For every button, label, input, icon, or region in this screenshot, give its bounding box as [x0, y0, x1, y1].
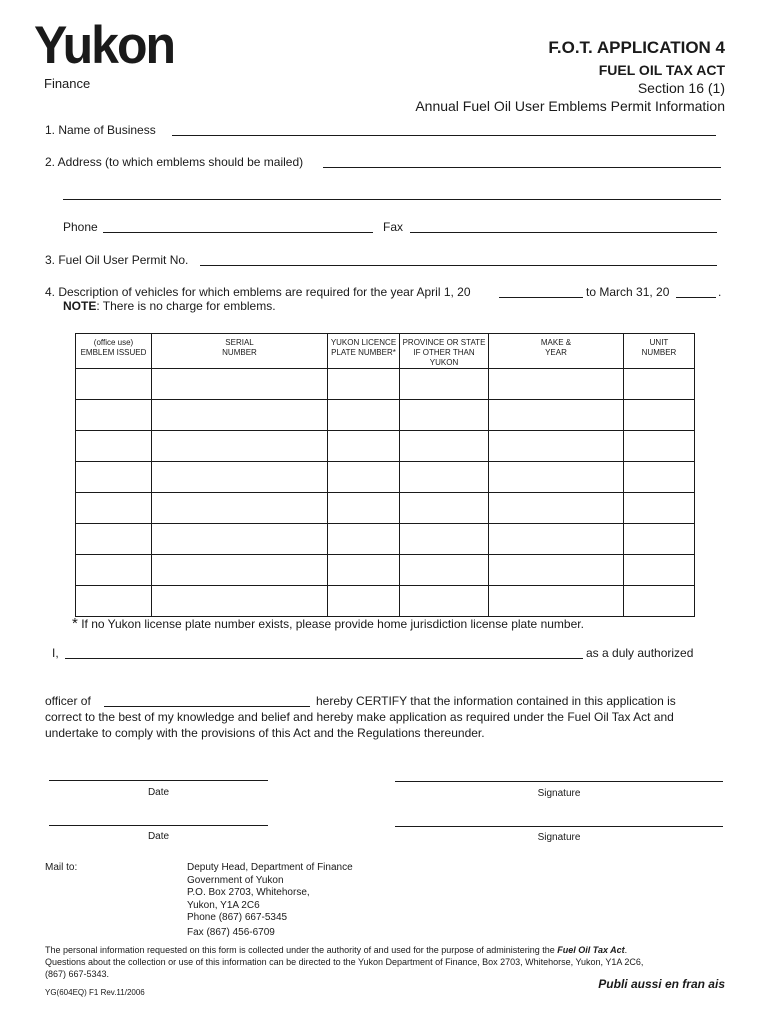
- table-cell[interactable]: [152, 493, 328, 524]
- table-cell[interactable]: [152, 369, 328, 400]
- table-row: [76, 431, 695, 462]
- date-field-1[interactable]: [49, 780, 268, 781]
- signature-field-1[interactable]: [395, 781, 723, 782]
- phone-label: Phone: [63, 220, 98, 234]
- table-row: [76, 524, 695, 555]
- french-availability: Publi aussi en fran ais: [598, 977, 725, 991]
- table-cell[interactable]: [489, 524, 624, 555]
- applicant-name-field[interactable]: [65, 658, 583, 659]
- address-line: Phone (867) 667-5345: [187, 912, 288, 923]
- table-cell[interactable]: [624, 431, 695, 462]
- table-cell[interactable]: [400, 586, 489, 617]
- col-emblem-issued: (office use) EMBLEM ISSUED: [76, 334, 152, 369]
- section-number: Section 16 (1): [637, 80, 725, 96]
- col-province-state: PROVINCE OR STATE IF OTHER THAN YUKON: [400, 334, 489, 369]
- table-header-row: [76, 334, 695, 369]
- footnote: [72, 615, 584, 632]
- table-cell[interactable]: [400, 524, 489, 555]
- form-title: F.O.T. APPLICATION 4: [548, 38, 725, 57]
- table-cell: [76, 555, 152, 586]
- table-cell[interactable]: [328, 493, 400, 524]
- form-subtitle: Annual Fuel Oil User Emblems Permit Information: [415, 98, 725, 114]
- fax-field[interactable]: [410, 232, 717, 233]
- phone-field[interactable]: [103, 232, 373, 233]
- table-cell: [76, 369, 152, 400]
- table-cell: [76, 586, 152, 617]
- col-plate-number: YUKON LICENCE PLATE NUMBER*: [328, 334, 400, 369]
- table-cell[interactable]: [328, 369, 400, 400]
- table-row: [76, 462, 695, 493]
- form-code: YG(604EQ) F1 Rev.11/2006: [45, 988, 145, 997]
- table-cell[interactable]: [489, 369, 624, 400]
- table-cell[interactable]: [400, 400, 489, 431]
- table-row: [76, 493, 695, 524]
- table-cell[interactable]: [624, 524, 695, 555]
- note: [63, 299, 276, 313]
- table-cell[interactable]: [328, 524, 400, 555]
- asterisk: *: [72, 615, 78, 632]
- col-serial-number: SERIAL NUMBER: [152, 334, 328, 369]
- address-field-line1[interactable]: [323, 167, 721, 168]
- privacy-line2: Questions about the collection or use of this information can be directed to the Yukon Department of Finance, Box 2703, Whitehorse, Yukon, Y1A 2C6,: [45, 957, 644, 967]
- table-cell[interactable]: [152, 555, 328, 586]
- department-name: Finance: [44, 76, 91, 91]
- table-cell[interactable]: [489, 555, 624, 586]
- address-line: Deputy Head, Department of Finance: [187, 862, 353, 873]
- col-make-year: MAKE & YEAR: [489, 334, 624, 369]
- address-field-line2[interactable]: [63, 199, 721, 200]
- note-label: NOTE: [63, 299, 97, 313]
- yukon-logo: Yukon: [34, 15, 175, 75]
- table-cell[interactable]: [328, 555, 400, 586]
- mailing-address: [187, 862, 353, 939]
- table-cell[interactable]: [624, 462, 695, 493]
- table-cell[interactable]: [489, 462, 624, 493]
- table-cell[interactable]: [624, 555, 695, 586]
- act-name: Fuel Oil Tax Act: [557, 945, 625, 955]
- address-label: 2. Address (to which emblems should be mailed): [45, 155, 304, 169]
- date-label-2: Date: [147, 831, 170, 842]
- signature-label-2: Signature: [537, 832, 581, 843]
- table-cell[interactable]: [152, 431, 328, 462]
- organization-field[interactable]: [104, 706, 310, 707]
- table-cell[interactable]: [152, 462, 328, 493]
- business-name-field[interactable]: [172, 135, 716, 136]
- certify-text-line2: correct to the best of my knowledge and belief and hereby make application as required under the Fuel Oil Tax Act and: [45, 710, 674, 724]
- signature-label-1: Signature: [537, 788, 581, 799]
- table-cell: [76, 400, 152, 431]
- table-cell[interactable]: [328, 462, 400, 493]
- i-label: I,: [52, 646, 59, 660]
- certify-text-line1: hereby CERTIFY that the information contained in this application is: [316, 694, 676, 708]
- table-cell: [76, 431, 152, 462]
- mail-to-label: Mail to:: [45, 862, 78, 873]
- table-cell[interactable]: [489, 586, 624, 617]
- table-row: [76, 369, 695, 400]
- business-name-label: 1. Name of Business: [45, 123, 156, 137]
- date-label-1: Date: [147, 787, 170, 798]
- table-cell: [76, 524, 152, 555]
- permit-number-field[interactable]: [200, 265, 717, 266]
- table-cell: [76, 493, 152, 524]
- table-cell[interactable]: [489, 400, 624, 431]
- table-row: [76, 400, 695, 431]
- table-cell[interactable]: [152, 400, 328, 431]
- table-cell[interactable]: [624, 369, 695, 400]
- table-cell[interactable]: [400, 555, 489, 586]
- col-unit-number: UNIT NUMBER: [624, 334, 695, 369]
- privacy-notice: [45, 944, 735, 980]
- period: .: [718, 285, 722, 299]
- end-year-field[interactable]: [676, 297, 716, 298]
- privacy-line3: (867) 667-5343.: [45, 969, 110, 979]
- table-cell[interactable]: [400, 462, 489, 493]
- fax-label: Fax: [383, 220, 404, 234]
- table-cell[interactable]: [624, 400, 695, 431]
- table-cell[interactable]: [489, 493, 624, 524]
- officer-of-label: officer of: [45, 694, 91, 708]
- table-cell[interactable]: [152, 586, 328, 617]
- vehicle-description-label: 4. Description of vehicles for which emblems are required for the year April 1, 20: [45, 285, 471, 299]
- table-cell[interactable]: [328, 586, 400, 617]
- table-cell[interactable]: [328, 400, 400, 431]
- address-line: Yukon, Y1A 2C6: [187, 899, 260, 911]
- table-cell[interactable]: [489, 431, 624, 462]
- certify-text-line3: undertake to comply with the provisions of this Act and the Regulations thereunder.: [45, 726, 485, 740]
- start-year-field[interactable]: [499, 297, 583, 298]
- table-cell[interactable]: [328, 431, 400, 462]
- note-text: : There is no charge for emblems.: [96, 299, 276, 313]
- table-cell: [76, 462, 152, 493]
- table-cell[interactable]: [624, 586, 695, 617]
- date-field-2[interactable]: [49, 825, 268, 826]
- signature-field-2[interactable]: [395, 826, 723, 827]
- table-row: [76, 555, 695, 586]
- authorized-text: as a duly authorized: [586, 646, 694, 660]
- table-cell[interactable]: [624, 493, 695, 524]
- permit-number-label: 3. Fuel Oil User Permit No.: [45, 253, 189, 267]
- table-cell[interactable]: [400, 431, 489, 462]
- table-row: [76, 586, 695, 617]
- address-line: P.O. Box 2703, Whitehorse,: [187, 887, 310, 898]
- end-year-label: to March 31, 20: [586, 285, 670, 299]
- address-line: Fax (867) 456-6709: [187, 926, 275, 938]
- vehicle-table: [75, 333, 695, 617]
- address-line: Government of Yukon: [187, 874, 284, 886]
- act-title: FUEL OIL TAX ACT: [598, 62, 725, 78]
- table-cell[interactable]: [152, 524, 328, 555]
- table-cell[interactable]: [400, 369, 489, 400]
- privacy-line1: The personal information requested on this form is collected under the authority of and used for the purpose of administering the Fuel Oil Tax Act.: [45, 945, 628, 955]
- table-cell[interactable]: [400, 493, 489, 524]
- footnote-text: If no Yukon license plate number exists, please provide home jurisdiction license plate number.: [81, 617, 584, 631]
